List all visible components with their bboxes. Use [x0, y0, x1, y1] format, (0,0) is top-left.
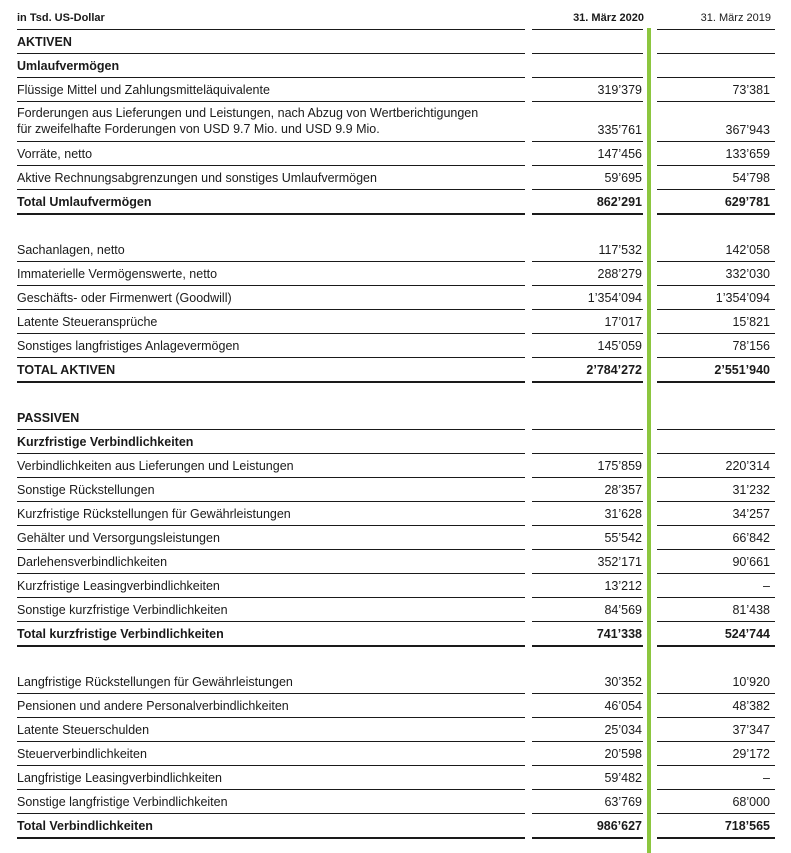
value-2020: 59’695: [604, 171, 642, 185]
section-header-row: [0, 429, 791, 453]
row-divider: [17, 525, 525, 526]
row-divider: [17, 693, 525, 694]
row-divider: [17, 333, 525, 334]
value-2019: 2’551’940: [714, 363, 770, 377]
value-2019: 90’661: [732, 555, 770, 569]
row-label: Langfristige Leasingverbindlichkeiten: [17, 771, 222, 785]
row-divider: [17, 29, 525, 30]
row-divider: [532, 501, 643, 502]
row-divider: [17, 285, 525, 286]
value-2020: 28’357: [604, 483, 642, 497]
row-divider: [657, 693, 775, 694]
total-row: [0, 621, 791, 645]
value-2020: 46’054: [604, 699, 642, 713]
row-divider: [532, 309, 643, 310]
row-divider: [17, 765, 525, 766]
value-2020: 31’628: [604, 507, 642, 521]
row-divider: [17, 597, 525, 598]
row-divider: [657, 549, 775, 550]
row-divider: [17, 837, 525, 839]
row-label: Flüssige Mittel und Zahlungsmitteläquivalente: [17, 83, 270, 97]
value-2020: 145’059: [597, 339, 642, 353]
value-2019: 133’659: [725, 147, 770, 161]
value-2019: 220’314: [725, 459, 770, 473]
total-row: [0, 357, 791, 381]
value-2020: 862’291: [596, 195, 642, 209]
table-row: [0, 285, 791, 309]
section-header-row: [0, 405, 791, 429]
row-divider: [17, 261, 525, 262]
row-divider: [657, 357, 775, 358]
table-row: [0, 669, 791, 693]
row-divider: [532, 525, 643, 526]
section-header-row: [0, 29, 791, 53]
value-2019: –: [763, 771, 770, 785]
row-divider: [657, 765, 775, 766]
value-2020: 25’034: [604, 723, 642, 737]
value-2019: 31’232: [732, 483, 770, 497]
table-row: [0, 549, 791, 573]
row-divider: [17, 309, 525, 310]
value-2019: 34’257: [732, 507, 770, 521]
row-divider: [532, 645, 643, 647]
row-label: Sonstige langfristige Verbindlichkeiten: [17, 795, 228, 809]
row-label-continuation: für zweifelhafte Forderungen von USD 9.7 Mio. und USD 9.9 Mio.: [17, 122, 380, 136]
value-2020: 55’542: [604, 531, 642, 545]
row-divider: [17, 101, 525, 102]
value-2020: 30’352: [604, 675, 642, 689]
table-row: [0, 101, 791, 141]
value-2019: 367’943: [725, 123, 770, 137]
row-label: Vorräte, netto: [17, 147, 93, 161]
row-label: Total Umlaufvermögen: [17, 195, 152, 209]
row-divider: [657, 309, 775, 310]
row-divider: [532, 789, 643, 790]
row-divider: [17, 53, 525, 54]
row-divider: [657, 429, 775, 430]
row-divider: [657, 837, 775, 839]
row-divider: [657, 101, 775, 102]
row-label: Forderungen aus Lieferungen und Leistungen, nach Abzug von Wertberichtigungen: [17, 106, 479, 120]
row-divider: [17, 621, 525, 622]
row-divider: [657, 285, 775, 286]
row-label: Steuerverbindlichkeiten: [17, 747, 147, 761]
row-divider: [657, 621, 775, 622]
row-divider: [17, 357, 525, 358]
table-row: [0, 477, 791, 501]
value-2019: 524’744: [724, 627, 770, 641]
row-divider: [657, 717, 775, 718]
table-row: [0, 501, 791, 525]
column-header-2020: 31. März 2020: [573, 12, 644, 24]
row-divider: [17, 213, 525, 215]
table-row: [0, 141, 791, 165]
row-divider: [532, 717, 643, 718]
row-divider: [657, 29, 775, 30]
row-divider: [532, 381, 643, 383]
table-row: [0, 333, 791, 357]
value-2019: 37’347: [732, 723, 770, 737]
row-divider: [657, 141, 775, 142]
row-divider: [17, 453, 525, 454]
row-divider: [657, 789, 775, 790]
row-divider: [657, 189, 775, 190]
row-label: Total kurzfristige Verbindlichkeiten: [17, 627, 224, 641]
value-2020: 2’784’272: [586, 363, 642, 377]
value-2020: 147’456: [597, 147, 642, 161]
table-row: [0, 237, 791, 261]
row-divider: [532, 333, 643, 334]
row-label: Sachanlagen, netto: [17, 243, 125, 257]
row-divider: [657, 477, 775, 478]
row-divider: [657, 645, 775, 647]
row-divider: [657, 333, 775, 334]
row-label: Kurzfristige Verbindlichkeiten: [17, 435, 194, 449]
value-2020: 335’761: [597, 123, 642, 137]
row-divider: [17, 573, 525, 574]
row-label: Sonstiges langfristiges Anlagevermögen: [17, 339, 240, 353]
value-2020: 319’379: [597, 83, 642, 97]
value-2020: 352’171: [597, 555, 642, 569]
row-divider: [532, 101, 643, 102]
row-divider: [17, 813, 525, 814]
row-divider: [532, 453, 643, 454]
value-2019: 29’172: [732, 747, 770, 761]
value-2020: 117’532: [598, 243, 642, 257]
table-row: [0, 597, 791, 621]
row-divider: [17, 381, 525, 383]
unit-label: in Tsd. US-Dollar: [17, 12, 105, 24]
table-row: [0, 573, 791, 597]
table-row: [0, 789, 791, 813]
row-divider: [657, 501, 775, 502]
value-2019: –: [763, 579, 770, 593]
value-2019: 142’058: [725, 243, 770, 257]
value-2019: 15’821: [732, 315, 770, 329]
row-divider: [532, 429, 643, 430]
row-label: AKTIVEN: [17, 35, 72, 49]
row-divider: [532, 597, 643, 598]
value-2019: 10’920: [732, 675, 770, 689]
row-divider: [532, 285, 643, 286]
value-2020: 17’017: [604, 315, 642, 329]
value-2020: 288’279: [597, 267, 642, 281]
row-divider: [17, 501, 525, 502]
row-label: Kurzfristige Rückstellungen für Gewährleistungen: [17, 507, 291, 521]
row-label: Latente Steuerschulden: [17, 723, 150, 737]
row-divider: [532, 837, 643, 839]
table-row: [0, 261, 791, 285]
row-divider: [17, 717, 525, 718]
row-label: Umlaufvermögen: [17, 59, 120, 73]
row-divider: [17, 477, 525, 478]
row-divider: [532, 693, 643, 694]
value-2019: 66’842: [732, 531, 770, 545]
row-divider: [532, 549, 643, 550]
value-2019: 629’781: [724, 195, 770, 209]
row-divider: [17, 741, 525, 742]
value-2019: 54’798: [732, 171, 770, 185]
row-label: Sonstige Rückstellungen: [17, 483, 155, 497]
row-divider: [657, 525, 775, 526]
value-2019: 81’438: [732, 603, 770, 617]
value-2019: 73’381: [732, 83, 770, 97]
table-row: [0, 453, 791, 477]
row-divider: [532, 261, 643, 262]
section-header-row: [0, 53, 791, 77]
row-divider: [17, 77, 525, 78]
table-row: [0, 165, 791, 189]
value-2020: 986’627: [596, 819, 642, 833]
row-divider: [532, 621, 643, 622]
row-divider: [532, 29, 643, 30]
value-2019: 718’565: [724, 819, 770, 833]
row-label: TOTAL AKTIVEN: [17, 363, 116, 377]
row-label: Gehälter und Versorgungsleistungen: [17, 531, 220, 545]
row-label: Sonstige kurzfristige Verbindlichkeiten: [17, 603, 228, 617]
row-label: Pensionen und andere Personalverbindlichkeiten: [17, 699, 289, 713]
value-2020: 20’598: [604, 747, 642, 761]
table-row: [0, 77, 791, 101]
value-2019: 1’354’094: [715, 291, 770, 305]
row-divider: [532, 357, 643, 358]
row-divider: [532, 213, 643, 215]
table-row: [0, 525, 791, 549]
row-divider: [532, 189, 643, 190]
table-row: [0, 693, 791, 717]
row-label: Darlehensverbindlichkeiten: [17, 555, 168, 569]
row-divider: [17, 189, 525, 190]
row-divider: [17, 429, 525, 430]
value-2020: 13’212: [604, 579, 642, 593]
row-divider: [532, 477, 643, 478]
row-divider: [657, 53, 775, 54]
value-2020: 175’859: [597, 459, 642, 473]
row-label: Kurzfristige Leasingverbindlichkeiten: [17, 579, 220, 593]
row-divider: [17, 141, 525, 142]
row-divider: [17, 165, 525, 166]
row-divider: [532, 53, 643, 54]
row-divider: [532, 573, 643, 574]
row-divider: [657, 261, 775, 262]
value-2020: 1’354’094: [587, 291, 642, 305]
row-divider: [657, 213, 775, 215]
row-divider: [657, 381, 775, 383]
column-header-2019: 31. März 2019: [700, 12, 771, 24]
value-2019: 332’030: [725, 267, 770, 281]
row-divider: [532, 141, 643, 142]
row-divider: [532, 77, 643, 78]
value-2019: 48’382: [732, 699, 770, 713]
table-row: [0, 309, 791, 333]
value-2020: 84’569: [604, 603, 642, 617]
row-divider: [17, 645, 525, 647]
row-divider: [17, 789, 525, 790]
row-divider: [532, 741, 643, 742]
value-2019: 68’000: [732, 795, 770, 809]
row-divider: [657, 453, 775, 454]
value-2019: 78’156: [732, 339, 770, 353]
total-row: [0, 813, 791, 837]
row-divider: [17, 549, 525, 550]
row-divider: [532, 165, 643, 166]
table-row: [0, 741, 791, 765]
value-2020: 741’338: [596, 627, 642, 641]
value-2020: 59’482: [604, 771, 642, 785]
row-label: Total Verbindlichkeiten: [17, 819, 153, 833]
row-divider: [657, 597, 775, 598]
row-divider: [532, 813, 643, 814]
row-divider: [657, 741, 775, 742]
row-label: Immaterielle Vermögenswerte, netto: [17, 267, 218, 281]
row-divider: [657, 165, 775, 166]
row-label: Latente Steueransprüche: [17, 315, 158, 329]
row-label: Aktive Rechnungsabgrenzungen und sonstiges Umlaufvermögen: [17, 171, 377, 185]
row-divider: [657, 77, 775, 78]
table-row: [0, 717, 791, 741]
table-row: [0, 765, 791, 789]
row-label: Geschäfts- oder Firmenwert (Goodwill): [17, 291, 232, 305]
row-divider: [657, 813, 775, 814]
value-2020: 63’769: [604, 795, 642, 809]
row-label: Langfristige Rückstellungen für Gewährleistungen: [17, 675, 293, 689]
row-label: Verbindlichkeiten aus Lieferungen und Leistungen: [17, 459, 294, 473]
row-label: PASSIVEN: [17, 411, 80, 425]
row-divider: [657, 573, 775, 574]
row-divider: [532, 765, 643, 766]
total-row: [0, 189, 791, 213]
